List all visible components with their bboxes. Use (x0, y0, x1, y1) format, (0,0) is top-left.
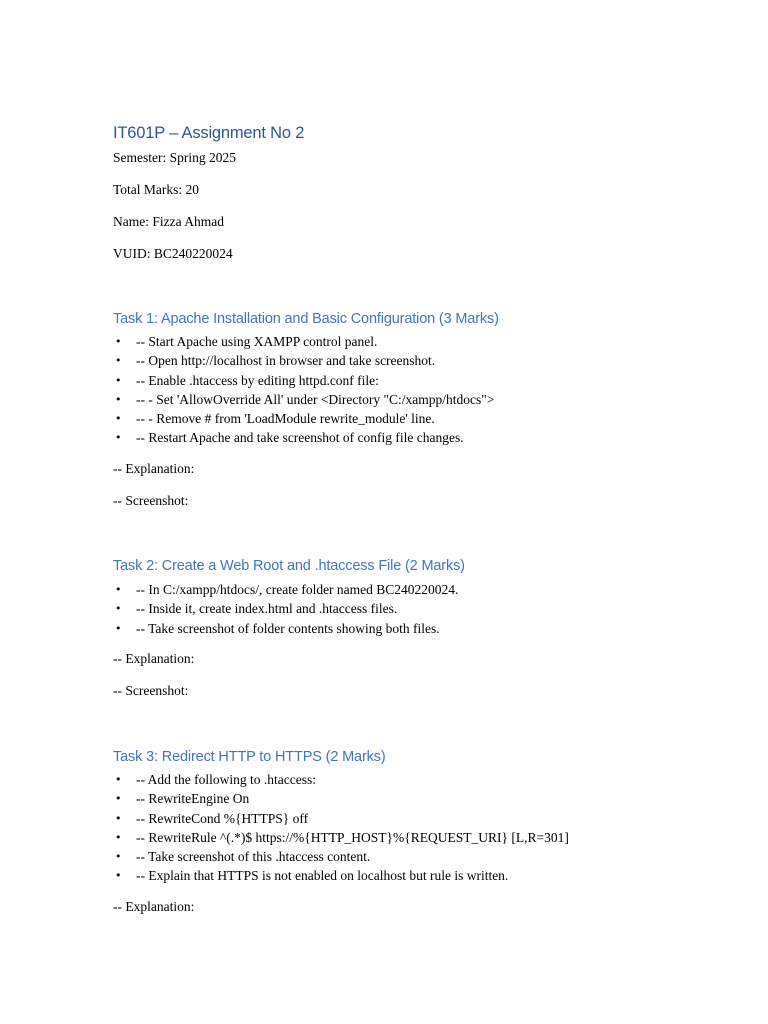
list-item-text: -- In C:/xampp/htdocs/, create folder named BC240220024. (136, 582, 459, 597)
total-marks-line: Total Marks: 20 (113, 182, 200, 197)
list-item-text: -- Restart Apache and take screenshot of config file changes. (136, 430, 464, 446)
bullet-icon: • (115, 373, 122, 387)
list-item-text: -- RewriteRule ^(.*)$ https://%{HTTP_HOST}%{REQUEST_URI} [L,R=301] (136, 829, 569, 845)
list-item-text: -- Enable .htaccess by editing httpd.conf file: (136, 372, 379, 388)
bullet-icon: • (115, 583, 122, 596)
bullet-icon: • (115, 811, 122, 825)
bullet-icon: • (115, 335, 122, 348)
task-2-heading: Task 2: Create a Web Root and .htaccess File (2 Marks) (113, 558, 465, 574)
list-item-text: -- RewriteEngine On (136, 791, 250, 807)
bullet-icon: • (115, 773, 122, 786)
list-item-text: -- Start Apache using XAMPP control panel. (136, 334, 378, 349)
list-item-text: -- Take screenshot of folder contents showing both files. (136, 620, 440, 636)
list-item-text: -- - Set 'AllowOverride All' under <Directory "C:/xampp/htdocs"> (136, 391, 495, 407)
task-3-heading: Task 3: Redirect HTTP to HTTPS (2 Marks) (113, 749, 386, 765)
task-2-screenshot: -- Screenshot: (113, 683, 189, 698)
document-title: IT601P – Assignment No 2 (113, 124, 305, 142)
task-1-screenshot: -- Screenshot: (113, 493, 189, 508)
task-1-explanation: -- Explanation: (113, 461, 195, 476)
bullet-icon: • (115, 792, 122, 806)
list-item-text: -- Take screenshot of this .htaccess content. (136, 849, 371, 865)
bullet-icon: • (115, 602, 122, 616)
list-item-text: -- RewriteCond %{HTTPS} off (136, 810, 309, 826)
bullet-icon: • (115, 850, 122, 864)
list-item-text: -- Open http://localhost in browser and take screenshot. (136, 353, 436, 369)
bullet-icon: • (115, 392, 122, 406)
bullet-icon: • (115, 354, 122, 368)
list-item-text: -- - Remove # from 'LoadModule rewrite_module' line. (136, 411, 435, 427)
list-item-text: -- Inside it, create index.html and .htaccess files. (136, 601, 398, 617)
bullet-icon: • (115, 830, 122, 844)
bullet-icon: • (115, 412, 122, 426)
task-3-explanation: -- Explanation: (113, 899, 195, 914)
list-item-text: -- Add the following to .htaccess: (136, 772, 316, 787)
vuid-line: VUID: BC240220024 (113, 246, 233, 261)
bullet-icon: • (115, 621, 122, 635)
semester-line: Semester: Spring 2025 (113, 150, 236, 165)
bullet-icon: • (115, 431, 122, 445)
task-2-explanation: -- Explanation: (113, 651, 195, 666)
list-item-text: -- Explain that HTTPS is not enabled on localhost but rule is written. (136, 868, 509, 884)
task-1-heading: Task 1: Apache Installation and Basic Configuration (3 Marks) (113, 311, 499, 327)
bullet-icon: • (115, 869, 122, 883)
name-line: Name: Fizza Ahmad (113, 214, 224, 229)
